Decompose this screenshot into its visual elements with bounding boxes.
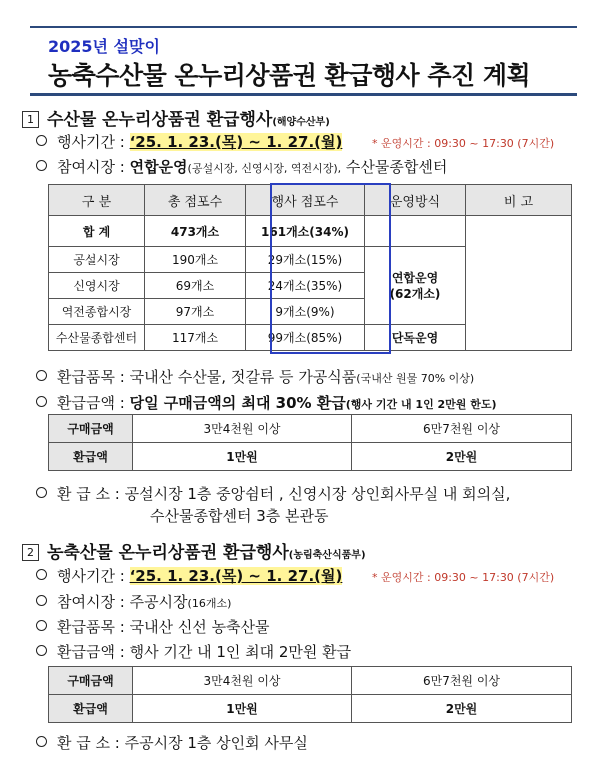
circle-bullet-icon: [36, 620, 47, 631]
cell: 공설시장: [49, 247, 145, 273]
cell: 구매금액: [49, 667, 133, 695]
cell: 환급액: [49, 695, 133, 723]
refund-table-1: [48, 414, 572, 471]
event-column-highlight: [270, 183, 391, 354]
period-value: ‘25. 1. 23.(목) ~ 1. 27.(월): [129, 133, 343, 151]
cell: 117개소: [145, 325, 246, 351]
header-bottom-rule: [30, 93, 577, 96]
cell: 역전종합시장: [49, 299, 145, 325]
cell: 환급액: [49, 443, 133, 471]
label: 환 급 소 :: [57, 485, 120, 503]
cell: 99개소(85%): [246, 325, 365, 351]
circle-bullet-icon: [36, 645, 47, 656]
label: 환 급 소 :: [57, 734, 120, 752]
section-number-box: 2: [22, 544, 39, 561]
th-event: 행사 점포수: [246, 185, 365, 216]
cell: 9개소(9%): [246, 299, 365, 325]
remark-cell: [466, 216, 572, 351]
period-value: ‘25. 1. 23.(목) ~ 1. 27.(월): [129, 567, 343, 585]
circle-bullet-icon: [36, 736, 47, 747]
s2-items-row: [36, 616, 270, 637]
cell: 신영시장: [49, 273, 145, 299]
label: 환급품목 :: [57, 618, 125, 636]
s1-place-line2: 수산물종합센터 3층 본관동: [150, 507, 329, 525]
th-remark: 비 고: [466, 185, 572, 216]
cell: 6만7천원 이상: [352, 415, 572, 443]
label: 행사기간 :: [57, 567, 125, 585]
th-category: 구 분: [49, 185, 145, 216]
cell: 구매금액: [49, 415, 133, 443]
label: 참여시장 :: [57, 593, 125, 611]
cell: 69개소: [145, 273, 246, 299]
label: 환급금액 :: [57, 643, 125, 661]
s2-amount-row: [36, 641, 351, 662]
cell: 6만7천원 이상: [352, 667, 572, 695]
circle-bullet-icon: [36, 595, 47, 606]
markets-rest: 수산물종합센터: [341, 158, 448, 176]
cell: 29개소(15%): [246, 247, 365, 273]
cell: 합 계: [49, 216, 145, 247]
section-org: (해양수산부): [272, 117, 330, 128]
cell: 2만원: [352, 443, 572, 471]
section-org: (농림축산식품부): [288, 550, 366, 561]
label: 참여시장 :: [57, 158, 125, 176]
s2-place-row: [36, 732, 308, 753]
refund-table-2: [48, 666, 572, 723]
circle-bullet-icon: [36, 396, 47, 407]
cell: 161개소(34%): [246, 216, 365, 247]
markets-value: 주공시장: [129, 593, 188, 611]
s1-items-row: [36, 366, 474, 387]
markets-bold: 연합운영: [129, 158, 188, 176]
amount-value: 행사 기간 내 1인 최대 2만원 환급: [129, 643, 352, 661]
single-op-cell: 단독운영: [365, 325, 466, 351]
markets-small: (공설시장, 신영시장, 역전시장),: [187, 162, 342, 175]
cell: 190개소: [145, 247, 246, 273]
items-value: 국내산 신선 농축산물: [129, 618, 270, 636]
th-total: 총 점포수: [145, 185, 246, 216]
cell: 수산물종합센터: [49, 325, 145, 351]
circle-bullet-icon: [36, 160, 47, 171]
s2-markets-row: [36, 591, 231, 612]
circle-bullet-icon: [36, 569, 47, 580]
s1-period-row: [36, 131, 342, 152]
cell: 1만원: [133, 695, 352, 723]
section1-heading: [22, 105, 330, 130]
label: 환급금액 :: [57, 394, 125, 412]
place-line1: 공설시장 1층 중앙쉼터 , 신영시장 상인회사무실 내 회의실,: [124, 485, 511, 503]
cell: 3만4천원 이상: [133, 415, 352, 443]
items-value: 국내산 수산물, 젓갈류 등 가공식품: [129, 368, 357, 386]
cell: 97개소: [145, 299, 246, 325]
amount-note: (행사 기간 내 1인 2만원 한도): [345, 398, 497, 411]
label: 행사기간 :: [57, 133, 125, 151]
doc-title: 농축수산물 온누리상품권 환급행사 추진 계획: [48, 61, 531, 90]
section-number-box: 1: [22, 111, 39, 128]
doc-subtitle: 2025년 설맞이: [48, 37, 160, 56]
section-title: 농축산물 온누리상품권 환급행사: [47, 543, 289, 563]
cell: 1만원: [133, 443, 352, 471]
joint-op-cell: 연합운영 (62개소): [365, 247, 466, 325]
cell: 3만4천원 이상: [133, 667, 352, 695]
circle-bullet-icon: [36, 135, 47, 146]
place-value: 주공시장 1층 상인회 사무실: [124, 734, 308, 752]
label: 환급품목 :: [57, 368, 125, 386]
th-operation: 운영방식: [365, 185, 466, 216]
s2-period-row: [36, 565, 342, 586]
s1-markets-row: [36, 156, 447, 177]
circle-bullet-icon: [36, 487, 47, 498]
header-top-rule: [30, 26, 577, 28]
cell: 2만원: [352, 695, 572, 723]
s1-place-row: [36, 483, 510, 504]
markets-small: (16개소): [187, 597, 232, 610]
amount-value: 당일 구매금액의 최대 30% 환급: [129, 394, 346, 412]
section-title: 수산물 온누리상품권 환급행사: [47, 110, 273, 130]
s2-period-note: * 운영시간 : 09:30 ~ 17:30 (7시간): [372, 571, 555, 584]
cell: 473개소: [145, 216, 246, 247]
items-note: (국내산 원물 70% 이상): [356, 372, 475, 385]
s1-amount-row: [36, 392, 497, 413]
circle-bullet-icon: [36, 370, 47, 381]
section2-heading: [22, 538, 366, 563]
cell: 24개소(35%): [246, 273, 365, 299]
s1-period-note: * 운영시간 : 09:30 ~ 17:30 (7시간): [372, 137, 555, 150]
